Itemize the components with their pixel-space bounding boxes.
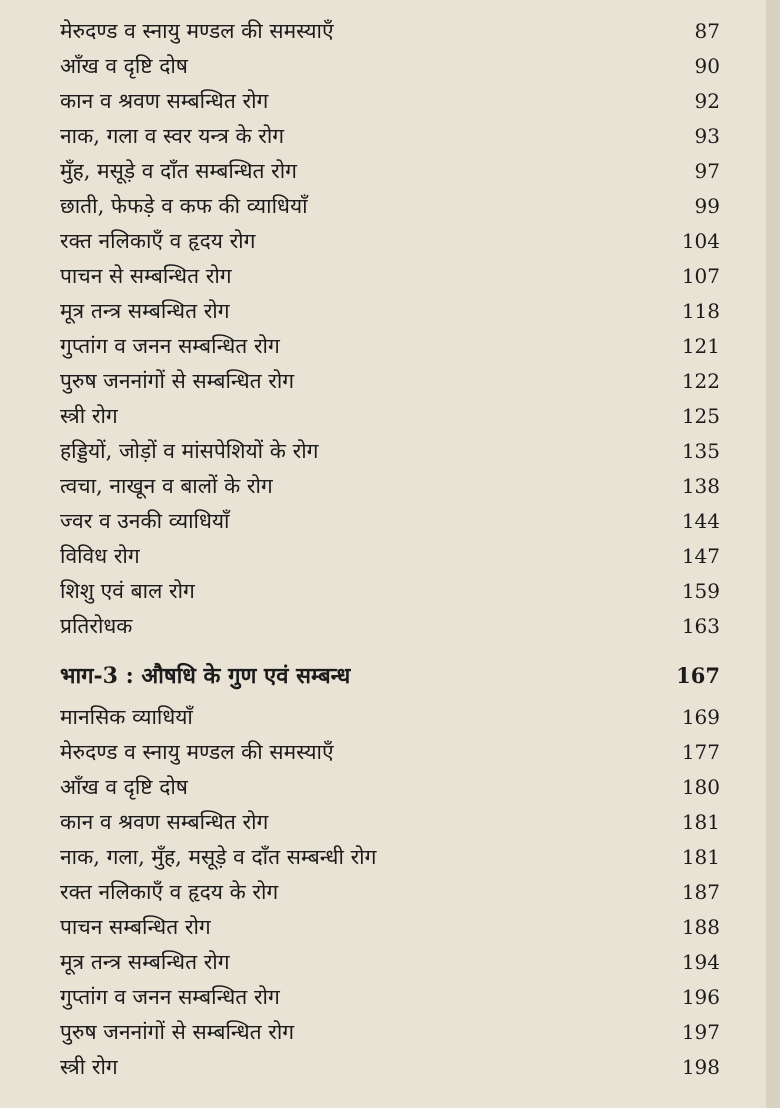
- toc-entry: [60, 399, 720, 434]
- toc-entry: [60, 119, 720, 154]
- toc-entry-page: 92: [694, 89, 720, 113]
- toc-entry-title: मुँह, मसूड़े व दाँत सम्बन्धित रोग: [60, 159, 297, 183]
- toc-entry-page: 159: [681, 579, 720, 603]
- toc-entry-title: स्त्री रोग: [60, 404, 118, 428]
- toc-entry-page: 147: [681, 544, 720, 568]
- toc-entry-page: 99: [694, 194, 720, 218]
- toc-entry: [60, 609, 720, 644]
- toc-entry-title: मेरुदण्ड व स्नायु मण्डल की समस्याएँ: [60, 19, 334, 43]
- toc-entry: [60, 875, 720, 910]
- toc-entry: [60, 469, 720, 504]
- toc-entry-title: प्रतिरोधक: [60, 614, 133, 638]
- toc-entry-title: कान व श्रवण सम्बन्धित रोग: [60, 810, 269, 834]
- toc-entry-title: छाती, फेफड़े व कफ की व्याधियाँ: [60, 194, 308, 218]
- toc-entry-title: आँख व दृष्टि दोष: [60, 54, 188, 78]
- toc-entry-page: 122: [681, 369, 720, 393]
- toc-entry-page: 144: [681, 509, 720, 533]
- toc-entry: [60, 259, 720, 294]
- toc-entry: [60, 539, 720, 574]
- toc-entry: [60, 294, 720, 329]
- toc-entry-page: 181: [681, 845, 720, 869]
- toc-entry: [60, 189, 720, 224]
- toc-entry-title: पुरुष जननांगों से सम्बन्धित रोग: [60, 1020, 295, 1044]
- toc-entry-title: पुरुष जननांगों से सम्बन्धित रोग: [60, 369, 295, 393]
- toc-entry-page: 97: [694, 159, 720, 183]
- toc-entry: [60, 805, 720, 840]
- toc-entry-page: 163: [681, 614, 720, 638]
- toc-entry-page: 187: [681, 880, 720, 904]
- toc-entry-page: 87: [694, 19, 720, 43]
- toc-entry: [60, 224, 720, 259]
- page-edge: [766, 0, 780, 1108]
- toc-entry-title: नाक, गला व स्वर यन्त्र के रोग: [60, 124, 285, 148]
- toc-entry-title: मूत्र तन्त्र सम्बन्धित रोग: [60, 299, 230, 323]
- toc-entry-title: आँख व दृष्टि दोष: [60, 775, 188, 799]
- toc-entry-title: गुप्तांग व जनन सम्बन्धित रोग: [60, 334, 280, 358]
- toc-entry-title: विविध रोग: [60, 544, 140, 568]
- toc-entry-page: 125: [681, 404, 720, 428]
- toc-entry-page: 93: [694, 124, 720, 148]
- toc-entry-title: मूत्र तन्त्र सम्बन्धित रोग: [60, 950, 230, 974]
- toc-entry: [60, 980, 720, 1015]
- toc-entry-title: नाक, गला, मुँह, मसूड़े व दाँत सम्बन्धी रोग: [60, 845, 377, 869]
- toc-entry-page: 198: [681, 1055, 720, 1079]
- toc-entry: [60, 735, 720, 770]
- toc-entry: [60, 1015, 720, 1050]
- toc-entry-page: 181: [681, 810, 720, 834]
- table-of-contents: [60, 14, 720, 1085]
- toc-entry: [60, 84, 720, 119]
- toc-entry: [60, 945, 720, 980]
- toc-entry-title: मेरुदण्ड व स्नायु मण्डल की समस्याएँ: [60, 740, 334, 764]
- toc-entry-page: 196: [681, 985, 720, 1009]
- toc-entry: [60, 700, 720, 735]
- toc-entry: [60, 910, 720, 945]
- toc-entry-page: 118: [681, 299, 720, 323]
- part-3-title: भाग-3 : औषधि के गुण एवं सम्बन्ध: [60, 663, 351, 689]
- toc-entry-page: 177: [681, 740, 720, 764]
- toc-entry-page: 135: [681, 439, 720, 463]
- toc-entry: [60, 329, 720, 364]
- toc-entry-page: 180: [681, 775, 720, 799]
- toc-entry-page: 107: [681, 264, 720, 288]
- toc-entry-title: ज्वर व उनकी व्याधियाँ: [60, 509, 230, 533]
- toc-entry-title: स्त्री रोग: [60, 1055, 118, 1079]
- toc-entry-page: 121: [681, 334, 720, 358]
- toc-entry: [60, 154, 720, 189]
- toc-entry-page: 138: [681, 474, 720, 498]
- toc-entry-title: गुप्तांग व जनन सम्बन्धित रोग: [60, 985, 280, 1009]
- toc-entry: [60, 504, 720, 539]
- toc-entry-title: पाचन से सम्बन्धित रोग: [60, 264, 232, 288]
- toc-entry-page: 104: [681, 229, 720, 253]
- toc-entry: [60, 49, 720, 84]
- toc-entry-title: मानसिक व्याधियाँ: [60, 705, 193, 729]
- toc-entry: [60, 1050, 720, 1085]
- toc-entry: [60, 434, 720, 469]
- toc-entry-title: त्वचा, नाखून व बालों के रोग: [60, 474, 273, 498]
- toc-entry-page: 194: [681, 950, 720, 974]
- toc-entry-title: कान व श्रवण सम्बन्धित रोग: [60, 89, 269, 113]
- toc-entry-title: शिशु एवं बाल रोग: [60, 579, 195, 603]
- toc-entry-page: 169: [681, 705, 720, 729]
- toc-entry: [60, 574, 720, 609]
- toc-entry: [60, 364, 720, 399]
- part-3-heading: [60, 658, 720, 694]
- toc-entry-page: 188: [681, 915, 720, 939]
- toc-entry: [60, 840, 720, 875]
- toc-entry-page: 90: [694, 54, 720, 78]
- toc-entry-title: रक्त नलिकाएँ व हृदय के रोग: [60, 880, 279, 904]
- toc-entry-page: 197: [681, 1020, 720, 1044]
- toc-entry-title: रक्त नलिकाएँ व हृदय रोग: [60, 229, 256, 253]
- toc-entry: [60, 770, 720, 805]
- toc-entry-title: पाचन सम्बन्धित रोग: [60, 915, 211, 939]
- toc-entry-title: हड्डियों, जोड़ों व मांसपेशियों के रोग: [60, 439, 319, 463]
- part-3-page: 167: [676, 663, 720, 688]
- toc-entry: [60, 14, 720, 49]
